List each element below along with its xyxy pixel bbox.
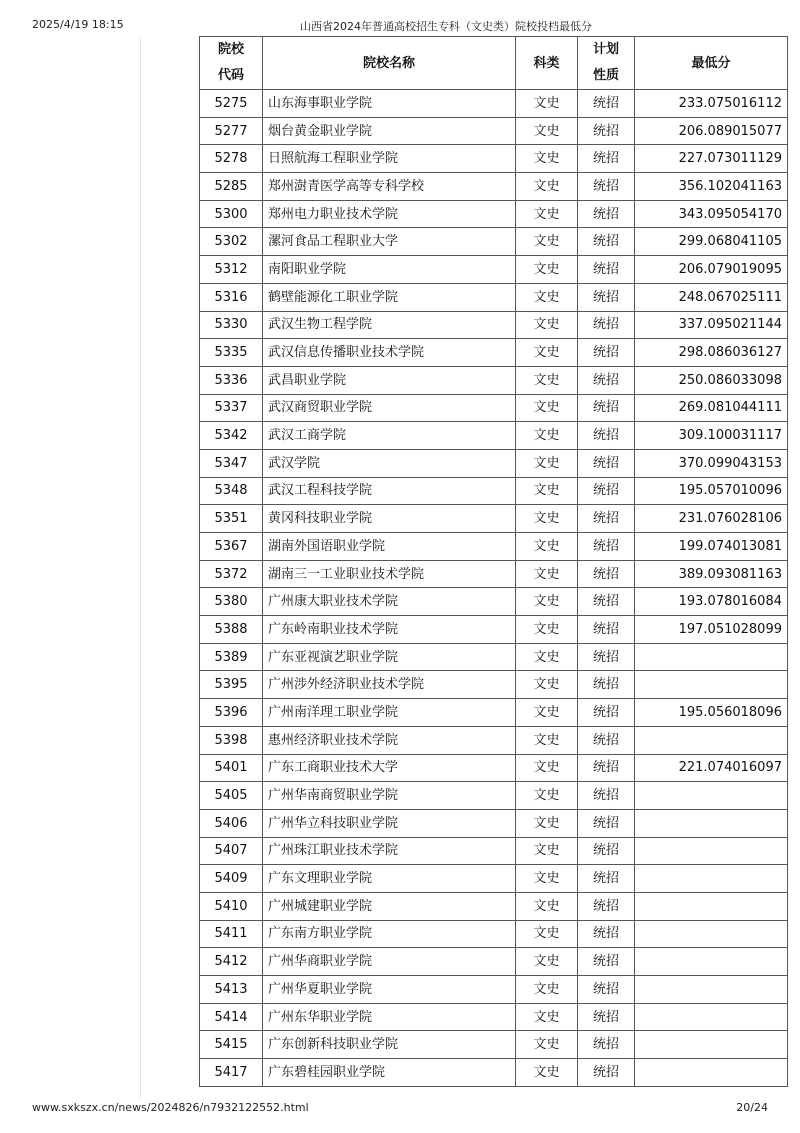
table-row <box>200 228 788 256</box>
plan-type-cell: 统招 <box>578 422 635 450</box>
school-code-cell: 5405 <box>200 782 263 810</box>
min-score-cell <box>635 948 788 976</box>
subject-cell: 文史 <box>516 505 578 533</box>
school-name-cell: 广州珠江职业技术学院 <box>263 837 516 865</box>
school-name-cell: 广东亚视演艺职业学院 <box>263 643 516 671</box>
school-name-cell: 广州华商职业学院 <box>263 948 516 976</box>
table-row <box>200 809 788 837</box>
school-code-cell: 5398 <box>200 726 263 754</box>
subject-cell: 文史 <box>516 1031 578 1059</box>
page-title: 山西省2024年普通高校招生专科（文史类）院校投档最低分 <box>300 20 592 33</box>
subject-cell: 文史 <box>516 643 578 671</box>
table-row <box>200 90 788 118</box>
subject-cell: 文史 <box>516 920 578 948</box>
column-header-code <box>200 37 263 90</box>
school-name-cell: 广东文理职业学院 <box>263 865 516 893</box>
plan-type-cell: 统招 <box>578 145 635 173</box>
school-name-cell: 武昌职业学院 <box>263 366 516 394</box>
school-code-cell: 5406 <box>200 809 263 837</box>
table-row <box>200 837 788 865</box>
school-code-cell: 5388 <box>200 616 263 644</box>
school-code-cell: 5277 <box>200 117 263 145</box>
column-header-type-line1: 计划 <box>592 42 619 57</box>
subject-cell: 文史 <box>516 173 578 201</box>
min-score-cell <box>635 837 788 865</box>
school-code-cell: 5335 <box>200 339 263 367</box>
min-score-cell: 269.081044111 <box>635 394 788 422</box>
plan-type-cell: 统招 <box>578 837 635 865</box>
school-name-cell: 武汉学院 <box>263 449 516 477</box>
min-score-cell <box>635 1003 788 1031</box>
plan-type-cell: 统招 <box>578 1003 635 1031</box>
school-code-cell: 5302 <box>200 228 263 256</box>
subject-cell: 文史 <box>516 1059 578 1087</box>
plan-type-cell: 统招 <box>578 616 635 644</box>
plan-type-cell: 统招 <box>578 533 635 561</box>
table-row <box>200 449 788 477</box>
table-row <box>200 200 788 228</box>
min-score-cell <box>635 643 788 671</box>
min-score-cell <box>635 920 788 948</box>
margin-divider <box>140 38 141 1098</box>
min-score-cell: 206.079019095 <box>635 256 788 284</box>
min-score-cell: 298.086036127 <box>635 339 788 367</box>
school-name-cell: 广州华夏职业学院 <box>263 976 516 1004</box>
table-row <box>200 1059 788 1087</box>
column-header-code-line2: 代码 <box>217 68 244 83</box>
table-row <box>200 699 788 727</box>
school-code-cell: 5312 <box>200 256 263 284</box>
table-row <box>200 173 788 201</box>
school-name-cell: 郑州澍青医学高等专科学校 <box>263 173 516 201</box>
school-code-cell: 5342 <box>200 422 263 450</box>
school-name-cell: 武汉生物工程学院 <box>263 311 516 339</box>
min-score-cell <box>635 809 788 837</box>
school-name-cell: 广州城建职业学院 <box>263 892 516 920</box>
school-name-cell: 南阳职业学院 <box>263 256 516 284</box>
subject-cell: 文史 <box>516 892 578 920</box>
plan-type-cell: 统招 <box>578 560 635 588</box>
plan-type-cell: 统招 <box>578 117 635 145</box>
min-score-cell: 389.093081163 <box>635 560 788 588</box>
plan-type-cell: 统招 <box>578 173 635 201</box>
min-score-cell: 337.095021144 <box>635 311 788 339</box>
school-code-cell: 5414 <box>200 1003 263 1031</box>
plan-type-cell: 统招 <box>578 200 635 228</box>
school-code-cell: 5275 <box>200 90 263 118</box>
table-row <box>200 560 788 588</box>
plan-type-cell: 统招 <box>578 892 635 920</box>
school-name-cell: 漯河食品工程职业大学 <box>263 228 516 256</box>
school-name-cell: 广州华立科技职业学院 <box>263 809 516 837</box>
school-code-cell: 5285 <box>200 173 263 201</box>
min-score-cell <box>635 865 788 893</box>
min-score-cell: 248.067025111 <box>635 283 788 311</box>
school-name-cell: 武汉商贸职业学院 <box>263 394 516 422</box>
table-row <box>200 892 788 920</box>
min-score-cell: 250.086033098 <box>635 366 788 394</box>
plan-type-cell: 统招 <box>578 699 635 727</box>
plan-type-cell: 统招 <box>578 311 635 339</box>
subject-cell: 文史 <box>516 90 578 118</box>
school-code-cell: 5396 <box>200 699 263 727</box>
footer-url: www.sxkszx.cn/news/2024826/n7932122552.html <box>32 1101 309 1114</box>
school-name-cell: 广东创新科技职业学院 <box>263 1031 516 1059</box>
school-name-cell: 黄冈科技职业学院 <box>263 505 516 533</box>
plan-type-cell: 统招 <box>578 754 635 782</box>
plan-type-cell: 统招 <box>578 976 635 1004</box>
subject-cell: 文史 <box>516 311 578 339</box>
table-row <box>200 671 788 699</box>
school-code-cell: 5351 <box>200 505 263 533</box>
school-code-cell: 5409 <box>200 865 263 893</box>
plan-type-cell: 统招 <box>578 865 635 893</box>
table-row <box>200 422 788 450</box>
table-row <box>200 339 788 367</box>
column-header-code-line1: 院校 <box>217 42 244 57</box>
subject-cell: 文史 <box>516 422 578 450</box>
column-header-subject: 科类 <box>516 37 578 90</box>
table-row <box>200 643 788 671</box>
min-score-cell: 193.078016084 <box>635 588 788 616</box>
school-name-cell: 广东碧桂园职业学院 <box>263 1059 516 1087</box>
plan-type-cell: 统招 <box>578 726 635 754</box>
plan-type-cell: 统招 <box>578 477 635 505</box>
school-code-cell: 5348 <box>200 477 263 505</box>
subject-cell: 文史 <box>516 228 578 256</box>
subject-cell: 文史 <box>516 256 578 284</box>
school-code-cell: 5411 <box>200 920 263 948</box>
table-header-row <box>200 37 788 90</box>
subject-cell: 文史 <box>516 865 578 893</box>
table-row <box>200 256 788 284</box>
plan-type-cell: 统招 <box>578 920 635 948</box>
school-code-cell: 5300 <box>200 200 263 228</box>
school-code-cell: 5395 <box>200 671 263 699</box>
table-row <box>200 948 788 976</box>
school-name-cell: 广东南方职业学院 <box>263 920 516 948</box>
school-name-cell: 武汉信息传播职业技术学院 <box>263 339 516 367</box>
table-row <box>200 976 788 1004</box>
plan-type-cell: 统招 <box>578 1031 635 1059</box>
subject-cell: 文史 <box>516 726 578 754</box>
subject-cell: 文史 <box>516 671 578 699</box>
column-header-score: 最低分 <box>635 37 788 90</box>
school-name-cell: 惠州经济职业技术学院 <box>263 726 516 754</box>
min-score-cell: 227.073011129 <box>635 145 788 173</box>
school-code-cell: 5410 <box>200 892 263 920</box>
subject-cell: 文史 <box>516 145 578 173</box>
school-code-cell: 5415 <box>200 1031 263 1059</box>
min-score-cell: 199.074013081 <box>635 533 788 561</box>
min-score-cell: 231.076028106 <box>635 505 788 533</box>
min-score-cell <box>635 1059 788 1087</box>
table-row <box>200 920 788 948</box>
subject-cell: 文史 <box>516 533 578 561</box>
table-row <box>200 283 788 311</box>
table-row <box>200 366 788 394</box>
plan-type-cell: 统招 <box>578 643 635 671</box>
plan-type-cell: 统招 <box>578 394 635 422</box>
table-row <box>200 477 788 505</box>
subject-cell: 文史 <box>516 366 578 394</box>
column-header-name: 院校名称 <box>263 37 516 90</box>
school-code-cell: 5330 <box>200 311 263 339</box>
school-name-cell: 郑州电力职业技术学院 <box>263 200 516 228</box>
plan-type-cell: 统招 <box>578 283 635 311</box>
table-row <box>200 311 788 339</box>
plan-type-cell: 统招 <box>578 339 635 367</box>
plan-type-cell: 统招 <box>578 366 635 394</box>
subject-cell: 文史 <box>516 837 578 865</box>
school-name-cell: 武汉工商学院 <box>263 422 516 450</box>
min-score-cell: 195.056018096 <box>635 699 788 727</box>
min-score-cell: 221.074016097 <box>635 754 788 782</box>
min-score-cell <box>635 671 788 699</box>
admission-score-table <box>199 36 788 1087</box>
school-name-cell: 广州南洋理工职业学院 <box>263 699 516 727</box>
page-number: 20/24 <box>736 1101 768 1114</box>
min-score-cell: 309.100031117 <box>635 422 788 450</box>
subject-cell: 文史 <box>516 477 578 505</box>
subject-cell: 文史 <box>516 782 578 810</box>
min-score-cell <box>635 726 788 754</box>
table-row <box>200 754 788 782</box>
min-score-cell: 233.075016112 <box>635 90 788 118</box>
school-code-cell: 5380 <box>200 588 263 616</box>
column-header-type <box>578 37 635 90</box>
subject-cell: 文史 <box>516 588 578 616</box>
column-header-type-line2: 性质 <box>592 68 619 83</box>
table-row <box>200 865 788 893</box>
subject-cell: 文史 <box>516 200 578 228</box>
subject-cell: 文史 <box>516 699 578 727</box>
min-score-cell <box>635 892 788 920</box>
school-name-cell: 广州涉外经济职业技术学院 <box>263 671 516 699</box>
school-code-cell: 5316 <box>200 283 263 311</box>
school-name-cell: 烟台黄金职业学院 <box>263 117 516 145</box>
school-code-cell: 5278 <box>200 145 263 173</box>
school-code-cell: 5347 <box>200 449 263 477</box>
school-name-cell: 武汉工程科技学院 <box>263 477 516 505</box>
subject-cell: 文史 <box>516 560 578 588</box>
school-code-cell: 5413 <box>200 976 263 1004</box>
school-code-cell: 5417 <box>200 1059 263 1087</box>
school-name-cell: 湖南外国语职业学院 <box>263 533 516 561</box>
school-name-cell: 鹤壁能源化工职业学院 <box>263 283 516 311</box>
min-score-cell <box>635 976 788 1004</box>
plan-type-cell: 统招 <box>578 782 635 810</box>
plan-type-cell: 统招 <box>578 671 635 699</box>
min-score-cell: 206.089015077 <box>635 117 788 145</box>
subject-cell: 文史 <box>516 449 578 477</box>
plan-type-cell: 统招 <box>578 588 635 616</box>
school-code-cell: 5412 <box>200 948 263 976</box>
school-code-cell: 5407 <box>200 837 263 865</box>
school-code-cell: 5367 <box>200 533 263 561</box>
subject-cell: 文史 <box>516 339 578 367</box>
subject-cell: 文史 <box>516 1003 578 1031</box>
subject-cell: 文史 <box>516 117 578 145</box>
subject-cell: 文史 <box>516 283 578 311</box>
plan-type-cell: 统招 <box>578 449 635 477</box>
table-row <box>200 1031 788 1059</box>
plan-type-cell: 统招 <box>578 90 635 118</box>
print-datetime: 2025/4/19 18:15 <box>32 18 124 31</box>
table-row <box>200 394 788 422</box>
school-code-cell: 5401 <box>200 754 263 782</box>
min-score-cell: 195.057010096 <box>635 477 788 505</box>
plan-type-cell: 统招 <box>578 1059 635 1087</box>
school-code-cell: 5337 <box>200 394 263 422</box>
school-name-cell: 广州东华职业学院 <box>263 1003 516 1031</box>
min-score-cell <box>635 782 788 810</box>
school-name-cell: 广州华南商贸职业学院 <box>263 782 516 810</box>
table-row <box>200 533 788 561</box>
school-name-cell: 山东海事职业学院 <box>263 90 516 118</box>
table-row <box>200 1003 788 1031</box>
school-name-cell: 广东工商职业技术大学 <box>263 754 516 782</box>
school-code-cell: 5389 <box>200 643 263 671</box>
min-score-cell: 299.068041105 <box>635 228 788 256</box>
subject-cell: 文史 <box>516 809 578 837</box>
table-row <box>200 145 788 173</box>
plan-type-cell: 统招 <box>578 256 635 284</box>
min-score-cell: 197.051028099 <box>635 616 788 644</box>
subject-cell: 文史 <box>516 754 578 782</box>
table-row <box>200 117 788 145</box>
table-row <box>200 616 788 644</box>
table-row <box>200 782 788 810</box>
plan-type-cell: 统招 <box>578 948 635 976</box>
min-score-cell <box>635 1031 788 1059</box>
table-row <box>200 505 788 533</box>
table-row <box>200 588 788 616</box>
school-name-cell: 湖南三一工业职业技术学院 <box>263 560 516 588</box>
min-score-cell: 356.102041163 <box>635 173 788 201</box>
plan-type-cell: 统招 <box>578 228 635 256</box>
school-code-cell: 5336 <box>200 366 263 394</box>
subject-cell: 文史 <box>516 616 578 644</box>
plan-type-cell: 统招 <box>578 809 635 837</box>
table-body <box>200 90 788 1087</box>
min-score-cell: 343.095054170 <box>635 200 788 228</box>
school-name-cell: 日照航海工程职业学院 <box>263 145 516 173</box>
school-name-cell: 广东岭南职业技术学院 <box>263 616 516 644</box>
subject-cell: 文史 <box>516 948 578 976</box>
school-name-cell: 广州康大职业技术学院 <box>263 588 516 616</box>
school-code-cell: 5372 <box>200 560 263 588</box>
subject-cell: 文史 <box>516 976 578 1004</box>
min-score-cell: 370.099043153 <box>635 449 788 477</box>
plan-type-cell: 统招 <box>578 505 635 533</box>
subject-cell: 文史 <box>516 394 578 422</box>
table-row <box>200 726 788 754</box>
